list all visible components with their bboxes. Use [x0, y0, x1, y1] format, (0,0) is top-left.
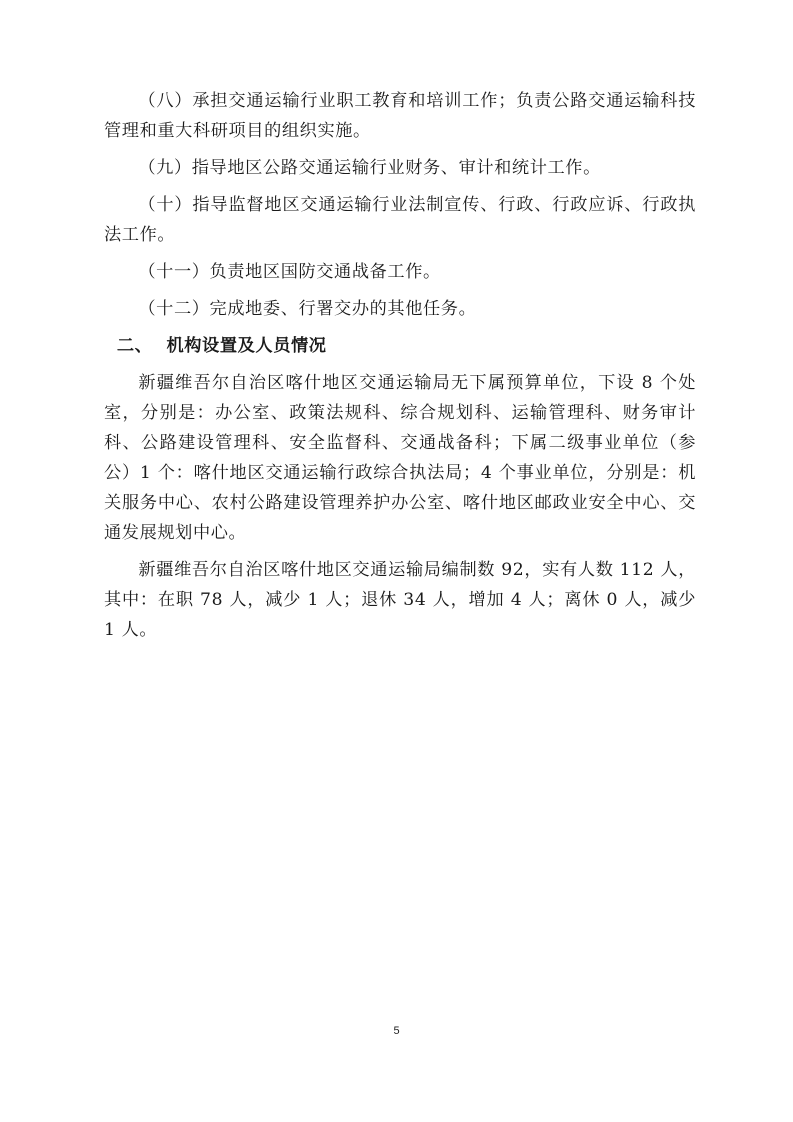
document-body: [104, 86, 696, 652]
staffing-paragraph: 新疆维吾尔自治区喀什地区交通运输局编制数 92，实有人数 112 人，其中：在职 78 人，减少 1 人；退休 34 人，增加 4 人；离休 0 人，减少 1 人。: [104, 560, 696, 640]
section-heading: [104, 331, 696, 361]
duty-item-12: （十二）完成地委、行署交办的其他任务。: [138, 299, 477, 319]
duty-item-11: （十一）负责地区国防交通战备工作。: [138, 262, 441, 282]
duty-item-10: （十）指导监督地区交通运输行业法制宣传、行政、行政应诉、行政执法工作。: [104, 195, 696, 245]
section-title: 机构设置及人员情况: [166, 336, 327, 356]
page-number: 5: [393, 1025, 400, 1037]
duty-item-9: （九）指导地区公路交通运输行业财务、审计和统计工作。: [138, 158, 601, 178]
section-number: 二、: [116, 336, 153, 356]
duty-item-8: （八）承担交通运输行业职工教育和培训工作；负责公路交通运输科技管理和重大科研项目的组织实施。: [104, 91, 696, 141]
organization-paragraph: 新疆维吾尔自治区喀什地区交通运输局无下属预算单位，下设 8 个处室，分别是：办公室、政策法规科、综合规划科、运输管理科、财务审计科、公路建设管理科、安全监督科、交通战备科；下属二级事业单位（参公）1 个：喀什地区交通运输行政综合执法局；4 个事业单位，分别是：机关服务中心、农村公路建设管理养护办公室、喀什地区邮政业安全中心、交通发展规划中心。: [104, 373, 696, 543]
